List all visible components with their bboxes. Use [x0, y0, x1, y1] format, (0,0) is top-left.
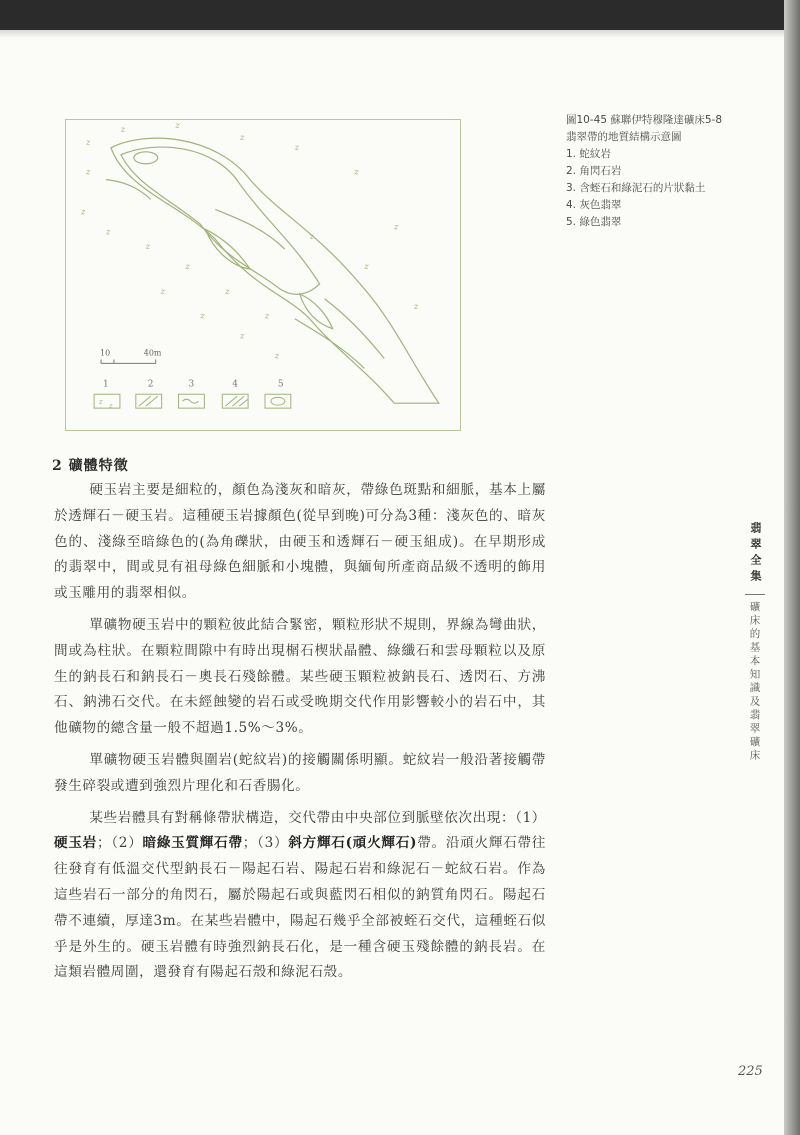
legend-num-4: 4 — [232, 379, 238, 390]
green-jade-lens — [134, 152, 158, 164]
caption-item-3: 3. 含蛭石和綠泥石的片狀黏土 — [566, 182, 706, 194]
paragraph-1: 硬玉岩主要是細粒的，顏色為淺灰和暗灰，帶綠色斑點和細脈，基本上屬於透輝石－硬玉岩。這種硬玉岩據顏色(從早到晚)可分為3種：淺灰色的、暗灰色的、淺綠至暗綠色的(為角礫狀，由硬玉和透輝石－硬玉組成)。在早期形成的翡翠中，間或見有祖母綠色細脈和小塊體，與緬甸所產商品級不透明的飾用或玉雕用的翡翠相似。 — [54, 482, 546, 602]
scale-label-40m: 40m — [143, 348, 162, 358]
ore-belt-outline — [111, 138, 439, 403]
paragraph-2: 單礦物硬玉岩中的顆粒彼此結合緊密，顆粒形狀不規則，界線為彎曲狀，間或為柱狀。在顆粒間隙中有時出現榍石楔狀晶體、綠纖石和雲母顆粒以及原生的鈉長石和鈉長石－奧長石殘餘體。某些硬玉顆粒被鈉長石、透閃石、方沸石、鈉沸石交代。在未經蝕變的岩石或受晚期交代作用影響較小的岩石中，其他礦物的總含量一般不超過1.5%～3%。 — [54, 616, 546, 737]
legend-swatch-clay — [179, 394, 205, 408]
amphibolite-lens — [205, 229, 250, 269]
side-divider — [745, 594, 765, 595]
svg-text:z: z — [240, 132, 245, 142]
schist-band — [295, 319, 365, 369]
legend-swatch-green-jade — [265, 394, 291, 408]
legend-swatch-serpentinite — [94, 394, 120, 411]
p4-sep2: ；（3） — [242, 835, 289, 852]
svg-text:z: z — [274, 351, 280, 361]
svg-text:z: z — [99, 398, 103, 407]
schist-band — [215, 209, 285, 249]
p4-rest: 帶。沿頑火輝石帶往往發育有低溫交代型鈉長石－陽起石岩、陽起石岩和綠泥石－蛇紋石岩。作為這些岩石一部分的角閃石，屬於陽起石或與藍閃石相似的鈉質角閃石。陽起石帶不連續，厚達3m。在某些岩體中，陽起石幾乎全部被蛭石交代，這種蛭石似乎是外生的。硬玉岩體有時強烈鈉長石化，是一種含硬玉殘餘體的鈉長岩。在這類岩體周圍，還發育有陽起石殼和綠泥石殼。 — [54, 835, 546, 981]
svg-text:z: z — [414, 301, 419, 311]
svg-text:z: z — [160, 286, 165, 296]
schist-band — [325, 299, 385, 359]
series-title: 翡翠全集 — [749, 522, 762, 586]
caption-item-2: 2. 角閃石岩 — [566, 165, 622, 177]
paragraph-4 — [54, 806, 546, 987]
svg-text:z: z — [185, 262, 190, 272]
svg-text:z: z — [108, 402, 113, 411]
svg-text:z: z — [294, 142, 299, 152]
scale-label-10: 10 — [100, 348, 111, 358]
legend-num-2: 2 — [147, 379, 154, 390]
svg-text:z: z — [354, 167, 359, 177]
svg-text:z: z — [240, 331, 245, 341]
figure-drawing — [66, 120, 460, 430]
legend-num-3: 3 — [188, 379, 195, 390]
caption-item-1: 1. 蛇紋岩 — [566, 148, 611, 160]
legend-num-5: 5 — [277, 379, 284, 390]
figure-caption — [566, 112, 731, 231]
svg-text:z: z — [86, 167, 91, 177]
svg-text:z: z — [175, 120, 180, 130]
legend-num-1: 1 — [103, 379, 109, 390]
svg-text:z: z — [145, 242, 150, 252]
paragraph-3: 單礦物硬玉岩體與圍岩(蛇紋岩)的接觸關係明顯。蛇紋岩一般沿著接觸帶發生碎裂或遭到強烈片理化和石香腸化。 — [54, 751, 546, 794]
body-text — [54, 478, 546, 992]
svg-text:z: z — [225, 286, 230, 296]
page-number: 225 — [738, 1064, 763, 1079]
section-heading: 2 礦體特徵 — [52, 458, 129, 474]
svg-text:z: z — [364, 262, 369, 272]
zone-3: 斜方輝石(頑火輝石) — [288, 835, 418, 852]
side-running-head — [741, 522, 769, 763]
p4-sep1: ；（2） — [96, 835, 143, 852]
page-edge — [784, 0, 800, 1135]
caption-title: 圖10-45 蘇聯伊特穆隆達礦床5-8翡翠帶的地質結構示意圖 — [566, 114, 722, 143]
grey-jade-body — [121, 147, 320, 294]
svg-text:z: z — [106, 227, 111, 237]
svg-text:z: z — [86, 137, 91, 147]
zone-2: 暗綠玉質輝石帶 — [142, 835, 243, 852]
amphibolite-lens — [300, 294, 333, 329]
svg-text:z: z — [264, 311, 270, 321]
chapter-title: 礦床的基本知識及翡翠礦床 — [748, 601, 761, 763]
caption-item-4: 4. 灰色翡翠 — [566, 199, 622, 211]
geologic-structure-figure — [65, 119, 461, 431]
svg-text:z: z — [394, 222, 399, 232]
scan-shadow — [0, 30, 784, 38]
svg-text:z: z — [200, 311, 205, 321]
p4-intro: 某些岩體具有對稱條帶狀構造，交代帶由中央部位到脈壁依次出現：（1） — [89, 809, 547, 826]
zone-1: 硬玉岩 — [54, 835, 97, 852]
svg-text:z: z — [309, 232, 314, 242]
caption-item-5: 5. 綠色翡翠 — [566, 216, 622, 228]
svg-text:z: z — [120, 124, 126, 134]
svg-text:z: z — [81, 207, 86, 217]
